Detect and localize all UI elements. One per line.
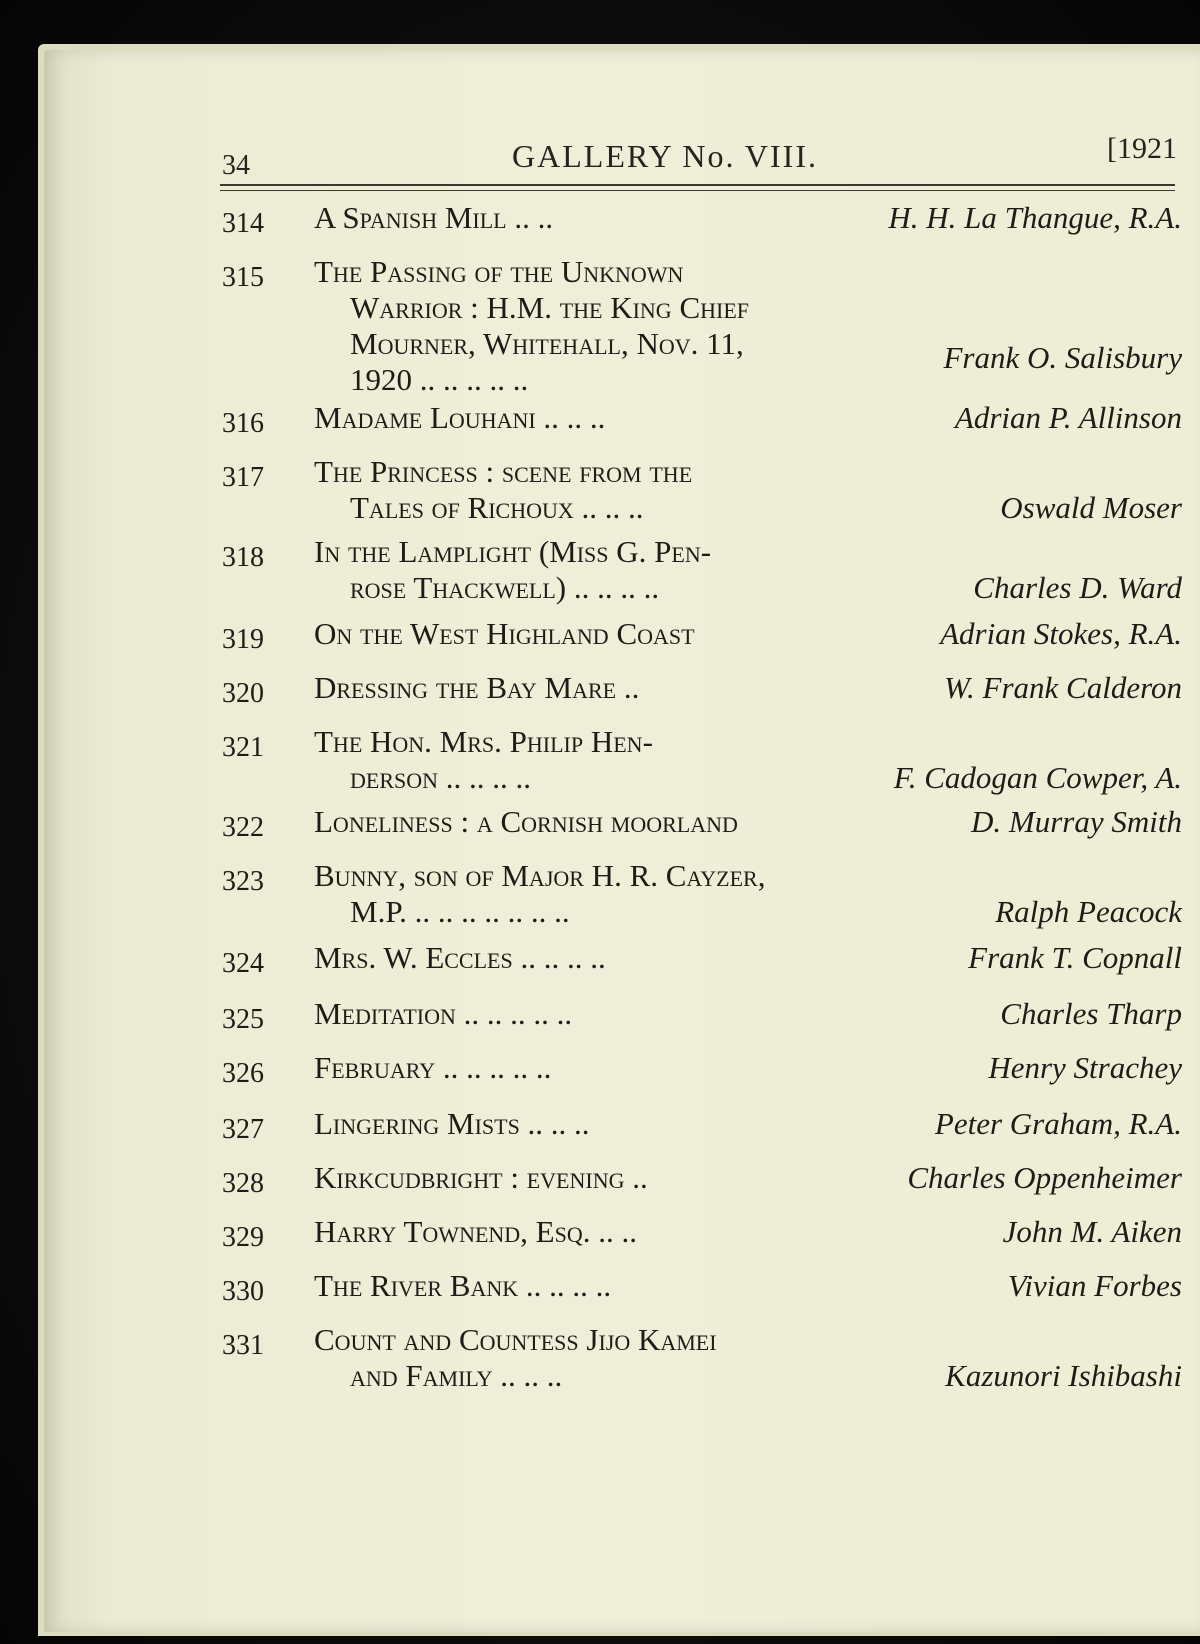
catalogue-entry: [222, 804, 1182, 848]
entry-artist: Vivian Forbes: [1007, 1268, 1182, 1303]
entry-number: 318: [222, 542, 264, 573]
entry-title: [314, 454, 1114, 526]
catalogue-entry: [222, 940, 1182, 984]
catalogue-entry: [222, 670, 1182, 714]
entry-number: 322: [222, 812, 264, 843]
entry-title-line: and Family .. .. ..: [350, 1358, 563, 1393]
entry-artist: D. Murray Smith: [971, 804, 1182, 839]
entry-title-line: 1920 .. .. .. .. ..: [350, 362, 529, 397]
entry-title-line: Tales of Richoux .. .. ..: [350, 490, 644, 525]
entry-title: [314, 1268, 1114, 1304]
gallery-title: GALLERY No. VIII.: [512, 138, 818, 174]
catalogue-entry: [222, 1322, 1182, 1402]
catalogue-entry: [222, 200, 1182, 244]
entry-title-line: Loneliness : a Cornish moorland: [314, 804, 738, 839]
entry-title-line: Harry Townend, Esq. .. ..: [314, 1214, 637, 1249]
entry-artist: W. Frank Calderon: [944, 670, 1182, 705]
entry-number: 320: [222, 678, 264, 709]
entry-title: [314, 1214, 1114, 1250]
header-rule: [220, 184, 1175, 191]
entry-artist: Oswald Moser: [1000, 490, 1182, 525]
entry-title-line: Lingering Mists .. .. ..: [314, 1106, 590, 1141]
entry-number: 317: [222, 462, 264, 493]
entry-title-line: Mrs. W. Eccles .. .. .. ..: [314, 940, 606, 975]
catalogue-entry: [222, 858, 1182, 938]
entry-number: 327: [222, 1114, 264, 1145]
entry-artist: Charles Oppenheimer: [907, 1160, 1182, 1195]
entry-artist: Adrian Stokes, R.A.: [940, 616, 1182, 651]
year-label: [1921: [1107, 132, 1177, 165]
entry-number: 329: [222, 1222, 264, 1253]
entry-artist: Henry Strachey: [988, 1050, 1182, 1085]
entry-number: 321: [222, 732, 264, 763]
entry-title-line: Bunny, son of Major H. R. Cayzer,: [314, 858, 766, 893]
entry-title-line: In the Lamplight (Miss G. Pen-: [314, 534, 712, 569]
entry-artist: Ralph Peacock: [995, 894, 1182, 929]
entry-title-line: Meditation .. .. .. .. ..: [314, 996, 573, 1031]
entry-title-line: Mourner, Whitehall, Nov. 11,: [350, 326, 744, 361]
entry-title-line: On the West Highland Coast: [314, 616, 695, 651]
catalogue-entry: [222, 454, 1182, 534]
entry-title-line: rose Thackwell) .. .. .. ..: [350, 570, 660, 605]
entry-number: 319: [222, 624, 264, 655]
entry-title-line: The Passing of the Unknown: [314, 254, 684, 289]
entry-title-line: Count and Countess Jijo Kamei: [314, 1322, 717, 1357]
entry-title: [314, 254, 1114, 398]
catalogue-entry: [222, 400, 1182, 444]
entry-artist: Peter Graham, R.A.: [934, 1106, 1182, 1141]
entry-number: 330: [222, 1276, 264, 1307]
catalogue-entry: [222, 1160, 1182, 1204]
entry-title-line: A Spanish Mill .. ..: [314, 200, 554, 235]
entry-artist: Charles Tharp: [1000, 996, 1182, 1031]
entry-number: 315: [222, 262, 264, 293]
catalogue-entry: [222, 1214, 1182, 1258]
catalogue-entry: [222, 534, 1182, 614]
entry-title: [314, 858, 1114, 930]
catalogue-entry: [222, 996, 1182, 1040]
entry-title-line: The Princess : scene from the: [314, 454, 693, 489]
catalogue-entry: [222, 1106, 1182, 1150]
entry-number: 328: [222, 1168, 264, 1199]
entry-number: 324: [222, 948, 264, 979]
entry-number: 331: [222, 1330, 264, 1361]
entry-artist: Frank O. Salisbury: [943, 340, 1182, 376]
entry-artist: Frank T. Copnall: [968, 940, 1182, 975]
entry-title-line: M.P. .. .. .. .. .. .. ..: [350, 894, 570, 929]
page-number: 34: [222, 150, 250, 181]
entry-artist: H. H. La Thangue, R.A.: [888, 200, 1182, 235]
entry-number: 325: [222, 1004, 264, 1035]
catalogue-entry: [222, 1050, 1182, 1094]
entry-title-line: Kirkcudbright : evening ..: [314, 1160, 648, 1195]
entry-artist: Kazunori Ishibashi: [945, 1358, 1182, 1393]
entry-title-line: February .. .. .. .. ..: [314, 1050, 552, 1085]
entry-title-line: Madame Louhani .. .. ..: [314, 400, 606, 435]
entry-number: 323: [222, 866, 264, 897]
entry-title-line: derson .. .. .. ..: [350, 760, 532, 795]
entry-number: 326: [222, 1058, 264, 1089]
entry-title-line: Dressing the Bay Mare ..: [314, 670, 640, 705]
entry-artist: F. Cadogan Cowper, A.: [893, 760, 1182, 795]
entry-artist: John M. Aiken: [1002, 1214, 1182, 1249]
entry-number: 316: [222, 408, 264, 439]
running-header: [222, 128, 1177, 181]
catalogue-entry: [222, 724, 1182, 804]
catalogue-entry: [222, 254, 1182, 406]
entry-title: [314, 996, 1114, 1032]
entry-artist: Charles D. Ward: [973, 570, 1182, 605]
entry-title-line: The Hon. Mrs. Philip Hen-: [314, 724, 653, 759]
entry-number: 314: [222, 208, 264, 239]
entry-title-line: The River Bank .. .. .. ..: [314, 1268, 612, 1303]
entry-artist: Adrian P. Allinson: [954, 400, 1182, 435]
catalogue-entry: [222, 616, 1182, 660]
catalogue-entry: [222, 1268, 1182, 1312]
entry-title-line: Warrior : H.M. the King Chief: [350, 290, 750, 325]
